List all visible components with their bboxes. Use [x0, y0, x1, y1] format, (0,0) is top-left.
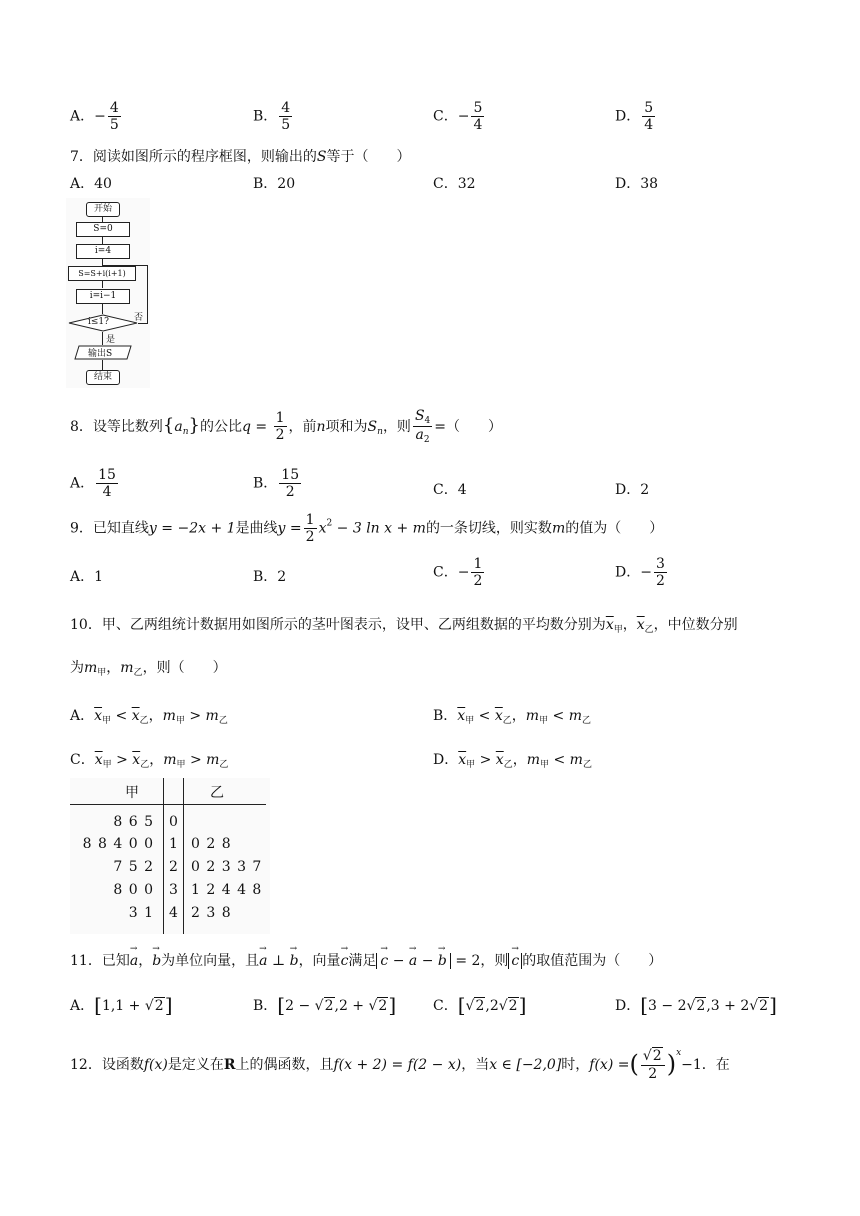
q8-option-c: C．4: [433, 482, 467, 498]
q10-option-b: B．$\overline{x}_甲 < \overline{x}_乙$，$m_甲 < m_乙$: [433, 708, 592, 726]
flow-update-s: S=S+i(i+1): [68, 266, 136, 281]
q6-option-d: D． $\frac{5}{4}$: [615, 100, 654, 134]
q8-stem: 8．设等比数列$\{a_n\}$的公比q = $\frac{1}{2}$ ，前n项和为$S_n$，则 $\frac{S_4}{a_2}$ =（ ）: [70, 408, 502, 446]
flow-s-init: S=0: [76, 222, 130, 237]
flow-decrement-i: i=i−1: [76, 289, 130, 304]
q7-option-d: D．38: [615, 176, 659, 192]
flow-output: 输出S: [88, 349, 113, 359]
q9-stem: 9．已知直线y = −2x + 1是曲线y = $\frac{1}{2}$ $x^2 - 3$ ln x + m的一条切线，则实数m的值为（ ）: [70, 512, 664, 546]
q6-option-b: B． $\frac{4}{5}$: [253, 100, 291, 134]
flow-i-init: i=4: [76, 244, 130, 259]
flow-start: 开始: [86, 202, 120, 217]
q12-stem: 12．设函数f(x)是定义在R上的偶函数，且f(x + 2) = f(2 − x)，当x ∈ [−2,0]时，f(x) =( $\frac{√2}{2}$ )$^x$−1．在: [70, 1048, 730, 1082]
q11-option-d: D．[3 − 2√2,3 + 2√2]: [615, 993, 777, 1017]
stem-leaf-plot: 甲 乙 8 6 5 0 8 8 4 0 0 1 0 2 8 7 5 2 2 0 2 3 3 7 8 0 0 3 1 2 4 4 8 3 1 4 2 3 8: [70, 778, 270, 934]
q7-option-b: B．20: [253, 176, 296, 192]
q8-option-d: D．2: [615, 482, 650, 498]
q7-flowchart: [66, 198, 150, 388]
stem-leaf-head-left: 甲: [125, 785, 139, 801]
q7-option-c: C．32: [433, 176, 476, 192]
flow-no-label: 否: [134, 313, 144, 323]
q8-option-a: A． $\frac{15}{4}$: [70, 467, 116, 501]
q10-stem-line1: 10．甲、乙两组统计数据用如图所示的茎叶图表示，设甲、乙两组数据的平均数分别为$\overline{x}_甲$，$\overline{x}_乙$，中位数分别: [70, 617, 738, 635]
q11-option-c: C．[√2,2√2]: [433, 993, 527, 1017]
q11-option-a: A．[1,1 + √2]: [70, 993, 173, 1017]
q10-option-c: C．$\overline{x}_甲 > \overline{x}_乙$，$m_甲 > m_乙$: [70, 752, 229, 770]
q10-option-d: D．$\overline{x}_甲 > \overline{x}_乙$，$m_甲 < m_乙$: [433, 752, 592, 770]
q6-option-c: C．− $\frac{5}{4}$: [433, 100, 483, 134]
flow-condition: i≤1?: [88, 317, 109, 327]
q7-stem: 7．阅读如图所示的程序框图，则输出的S等于（ ）: [70, 149, 411, 165]
q9-option-b: B．2: [253, 569, 287, 585]
q7-option-a: A．40: [70, 176, 112, 192]
q9-option-d: D．− $\frac{3}{2}$: [615, 556, 665, 590]
q6-option-a: A．− $\frac{4}{5}$: [70, 100, 119, 134]
flow-end: 结束: [86, 370, 120, 385]
q11-stem: 11．已知→ a，→ b为单位向量，且→ a ⊥ → b，向量→ c满足 → c − → a − → b = 2，则 → c 的取值范围为（ ）: [70, 950, 662, 970]
q8-option-b: B． $\frac{15}{2}$: [253, 467, 300, 501]
stem-leaf-head-right: 乙: [210, 785, 224, 801]
q9-option-a: A．1: [70, 569, 104, 585]
q11-option-b: B．[2 − √2,2 + √2]: [253, 993, 397, 1017]
q9-option-c: C．− $\frac{1}{2}$: [433, 556, 483, 590]
q10-option-a: A．$\overline{x}_甲 < \overline{x}_乙$，$m_甲 > m_乙$: [70, 708, 228, 726]
flow-yes-label: 是: [106, 335, 116, 345]
q10-stem-line2: 为$m_甲$，$m_乙$，则（ ）: [70, 660, 227, 678]
